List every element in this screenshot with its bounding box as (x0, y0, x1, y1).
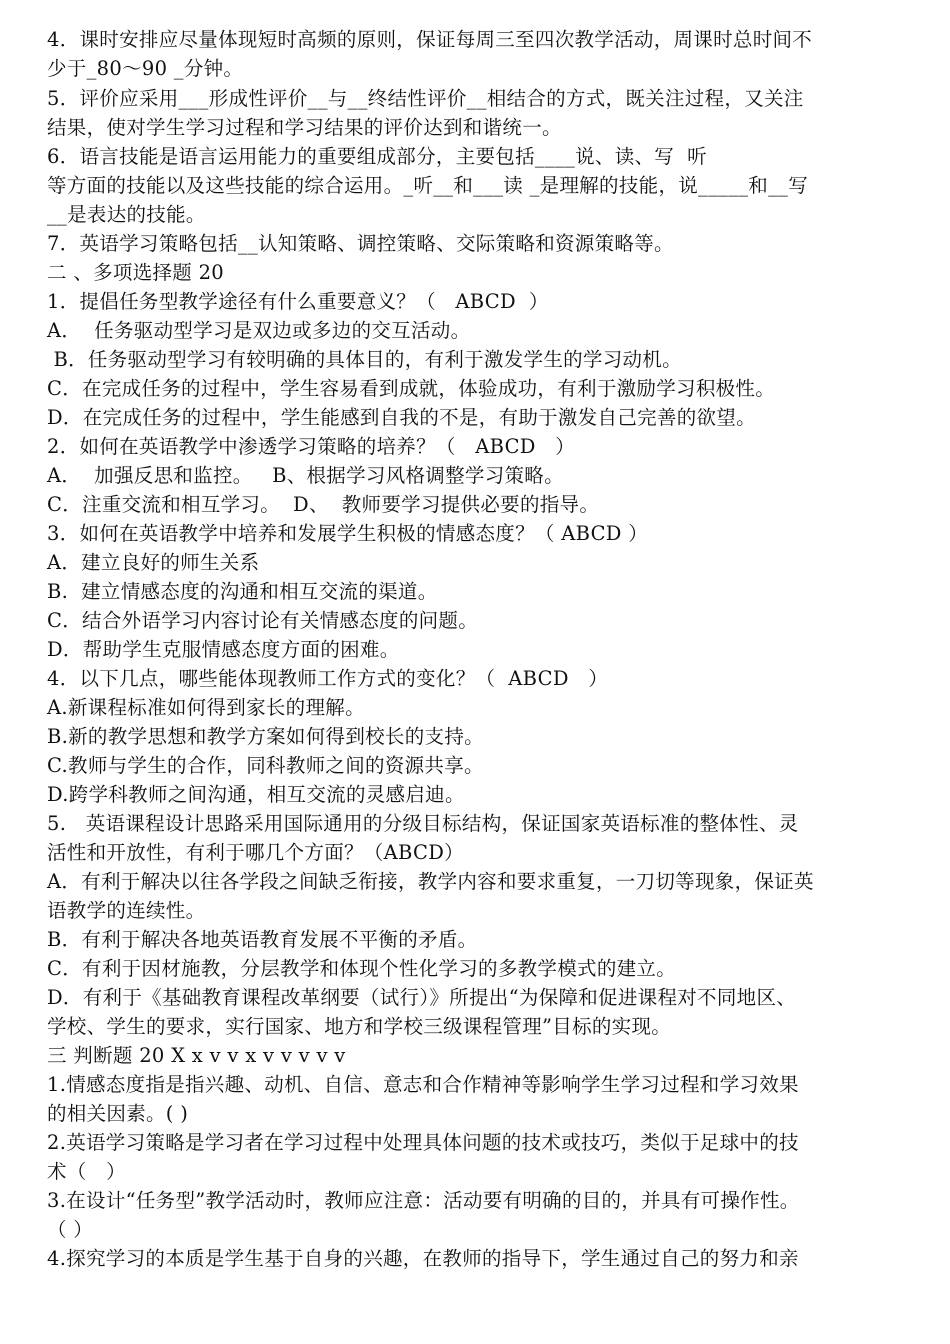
section-heading: 三 判断题 20 X x v v x v v v v v (47, 1044, 346, 1067)
text-line: 等方面的技能以及这些技能的综合运用。_听__和___读 _是理解的技能，说_____和__写 (47, 174, 808, 197)
question-text: 4.探究学习的本质是学生基于自身的兴趣，在教师的指导下，学生通过自己的努力和亲 (47, 1247, 799, 1270)
option-text: D．帮助学生克服情感态度方面的困难。 (47, 638, 400, 661)
question-text: 术（ ） (47, 1160, 126, 1183)
option-text: D.跨学科教师之间沟通，相互交流的灵感启迪。 (47, 783, 465, 806)
text-line: 7．英语学习策略包括__认知策略、调控策略、交际策略和资源策略等。 (47, 232, 674, 255)
question-text: 2.英语学习策略是学习者在学习过程中处理具体问题的技术或技巧，类似于足球中的技 (47, 1131, 799, 1154)
text-line: 6．语言技能是语言运用能力的重要组成部分，主要包括____说、读、写 听 (47, 145, 707, 168)
option-text: A.新课程标准如何得到家长的理解。 (47, 696, 365, 719)
option-text: C.教师与学生的合作，同科教师之间的资源共享。 (47, 754, 484, 777)
question-text: 活性和开放性，有利于哪几个方面？（ABCD） (47, 841, 464, 864)
text-line: 少于_80～90 _分钟。 (47, 57, 244, 80)
option-text: C．在完成任务的过程中，学生容易看到成就，体验成功，有利于激励学习积极性。 (47, 377, 776, 400)
option-text: 语教学的连续性。 (47, 899, 206, 922)
option-text: D．有利于《基础教育课程改革纲要（试行）》所提出“为保障和促进课程对不同地区、 (47, 986, 797, 1009)
option-text: C．结合外语学习内容讨论有关情感态度的问题。 (47, 609, 479, 632)
question-text: 3.在设计“任务型”教学活动时，教师应注意：活动要有明确的目的，并具有可操作性。 (47, 1189, 800, 1212)
question-text: 3．如何在英语教学中培养和发展学生积极的情感态度？（ ABCD ） (47, 522, 649, 545)
text-line: __是表达的技能。 (47, 203, 206, 226)
option-text: C．注重交流和相互学习。 D、 教师要学习提供必要的指导。 (47, 493, 600, 516)
option-text: B.新的教学思想和教学方案如何得到校长的支持。 (47, 725, 484, 748)
question-text: 4．以下几点，哪些能体现教师工作方式的变化？（ ABCD ） (47, 667, 609, 690)
option-text: A．建立良好的师生关系 (47, 551, 260, 574)
text-line: 4．课时安排应尽量体现短时高频的原则，保证每周三至四次教学活动，周课时总时间不 (47, 28, 813, 51)
option-text: B．有利于解决各地英语教育发展不平衡的矛盾。 (47, 928, 478, 951)
option-text: 学校、学生的要求，实行国家、地方和学校三级课程管理”目标的实现。 (47, 1015, 672, 1038)
question-text: 的相关因素。( ) (47, 1102, 189, 1125)
text-line: 结果，使对学生学习过程和学习结果的评价达到和谐统一。 (47, 116, 562, 139)
option-text: B．任务驱动型学习有较明确的具体目的，有利于激发学生的学习动机。 (47, 348, 682, 371)
option-text: A．有利于解决以往各学段之间缺乏衔接，教学内容和要求重复，一刀切等现象，保证英 (47, 870, 814, 893)
section-heading: 二 、多项选择题 20 (47, 261, 225, 284)
option-text: B. 建立情感态度的沟通和相互交流的渠道。 (47, 580, 438, 603)
option-text: A． 加强反思和监控。 B、根据学习风格调整学习策略。 (47, 464, 564, 487)
question-text: 1．提倡任务型教学途径有什么重要意义？（ ABCD ） (47, 290, 549, 313)
question-text: （ ） (47, 1218, 94, 1241)
question-text: 1.情感态度指是指兴趣、动机、自信、意志和合作精神等影响学生学习过程和学习效果 (47, 1073, 799, 1096)
text-line: 5．评价应采用___形成性评价__与__终结性评价__相结合的方式，既关注过程，又关注 (47, 87, 804, 110)
question-text: 2．如何在英语教学中渗透学习策略的培养？（ ABCD ） (47, 435, 576, 458)
option-text: A． 任务驱动型学习是双边或多边的交互活动。 (47, 319, 471, 342)
question-text: 5. 英语课程设计思路采用国际通用的分级目标结构，保证国家英语标准的整体性、灵 (47, 812, 799, 835)
option-text: C．有利于因材施教，分层教学和体现个性化学习的多教学模式的建立。 (47, 957, 677, 980)
option-text: D．在完成任务的过程中，学生能感到自我的不是，有助于激发自己完善的欲望。 (47, 406, 756, 429)
